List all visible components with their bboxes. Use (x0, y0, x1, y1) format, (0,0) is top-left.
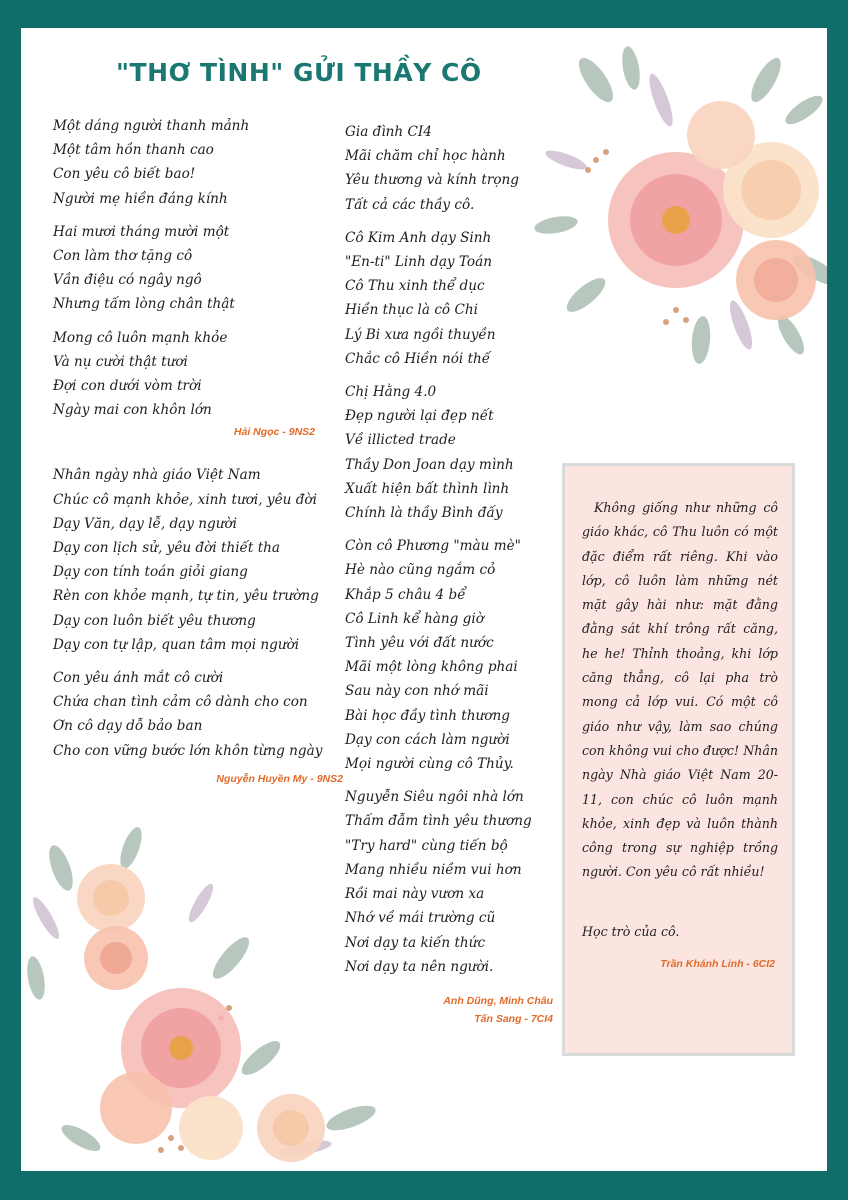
note-text: Không giống như những cô giáo khác, cô Thu luôn có một đặc điểm rất riêng. Khi vào lớp, cô luôn làm những nét mặt gây hài như: mặt đằng đằng sát khí trông rất căng, he he! Thỉnh thoảng, khi lớp căng thẳng, cô lại pha trò mong cả lớp vui. Có một cô giáo như vậy, làm sao chúng con không vui cho được! Nhân ngày Nhà giáo Việt Nam 20-11, con chúc cô luôn mạnh khỏe, xinh đẹp và luôn thành công trong sự nghiệp trồng người. Con yêu cô rất nhiều! (582, 500, 778, 880)
poem-line: Nhân ngày nhà giáo Việt Nam (53, 467, 261, 484)
poem-line: Mãi chăm chỉ học hành (345, 148, 506, 165)
note-box (562, 463, 795, 1056)
poem-line: Dạy con tính toán giỏi giang (53, 564, 248, 581)
poem-line: Mãi một lòng không phai (345, 659, 518, 676)
poem-line: Thấm đẫm tình yêu thương (345, 813, 532, 830)
poem-line: Lý Bi xưa ngồi thuyền (345, 326, 496, 343)
poem-line: Và nụ cười thật tươi (53, 353, 188, 370)
poem-line: Tất cả các thầy cô. (345, 196, 475, 213)
poem-line: Chị Hằng 4.0 (345, 384, 437, 401)
poem-line: Một tâm hồn thanh cao (53, 142, 214, 159)
poem-line: Cô Kim Anh dạy Sinh (345, 229, 492, 246)
stanza (345, 380, 565, 525)
poem-line: Vần điệu có ngây ngô (53, 272, 202, 289)
poem-line: Xuất hiện bất thình lình (345, 480, 510, 497)
poem-line: Mang nhiều niềm vui hơn (345, 861, 522, 878)
poem-author: Nguyễn Huyền My - 9NS2 (216, 772, 343, 785)
poem-line: Mong cô luôn mạnh khỏe (53, 329, 228, 346)
stanza (53, 220, 343, 317)
poem-line: Tình yêu với đất nước (345, 635, 494, 652)
poem-line: Nơi dạy ta nên người. (345, 958, 494, 975)
poem-line: Nhớ về mái trường cũ (345, 910, 496, 927)
stanza (53, 463, 343, 657)
stanza (53, 326, 343, 423)
poem-line: Cho con vững bước lớn khôn từng ngày (53, 742, 323, 759)
poem-line: Ơn cô dạy dỗ bảo ban (53, 718, 203, 735)
poem-line: "En-ti" Linh dạy Toán (345, 254, 492, 271)
poem-line: Chứa chan tình cảm cô dành cho con (53, 694, 308, 711)
poem-line: Con làm thơ tặng cô (53, 248, 193, 265)
poem-line: Dạy con cách làm người (345, 731, 510, 748)
poem-line: Chắc cô Hiền nói thế (345, 350, 491, 367)
poem-line: Nhưng tấm lòng chân thật (53, 296, 235, 313)
poem-line: Dạy con lịch sử, yêu đời thiết tha (53, 540, 281, 557)
poem-line: Sau này con nhớ mãi (345, 683, 489, 700)
poem-line: Ngày mai con khôn lớn (53, 402, 212, 419)
note-signature: Học trò của cô. (582, 924, 680, 939)
poem-line: Rèn con khỏe mạnh, tự tin, yêu trường (53, 588, 319, 605)
poem-line: Cô Linh kể hàng giờ (345, 610, 484, 627)
poem-author: Hải Ngọc - 9NS2 (233, 426, 315, 439)
poem-line: Đợi con dưới vòm trời (53, 378, 202, 395)
poem-line: Thầy Don Joan dạy mình (345, 456, 514, 473)
poem-line: Cô Thu xinh thể dục (345, 278, 485, 295)
poem-line: Còn cô Phương "màu mè" (345, 538, 521, 555)
poem-line: Rồi mai này vươn xa (345, 886, 485, 903)
poem-line: Nơi dạy ta kiến thức (345, 934, 486, 951)
poem-column-middle (345, 120, 565, 1025)
poem-line: "Try hard" cùng tiến bộ (345, 837, 508, 854)
poem-line: Con yêu cô biết bao! (53, 166, 196, 183)
poem-line: Người mẹ hiền đáng kính (53, 190, 228, 207)
page-title: "THƠ TÌNH" GỬI THẦY CÔ (116, 58, 482, 87)
poem-line: Dạy Văn, dạy lễ, dạy người (53, 515, 238, 532)
floral-decoration-bottom-left (21, 808, 401, 1171)
stanza (53, 666, 343, 763)
floral-decoration-top-right (526, 40, 827, 370)
stanza (345, 785, 565, 979)
poem-author: Anh Dũng, Minh Châu (443, 994, 553, 1007)
stanza (53, 114, 343, 211)
poem-line: Bài học đầy tình thương (345, 707, 510, 724)
poem-line: Yêu thương và kính trọng (345, 172, 519, 189)
poem-line: Gia đình CI4 (345, 124, 432, 140)
poem-author: Tấn Sang - 7CI4 (474, 1012, 553, 1025)
stanza (345, 120, 565, 217)
poem-line: Đẹp người lại đẹp nết (345, 408, 494, 425)
poster-page (21, 28, 827, 1171)
poem-line: Dạy con tự lập, quan tâm mọi người (53, 636, 300, 653)
stanza (345, 534, 565, 776)
poem-line: Chúc cô mạnh khỏe, xinh tươi, yêu đời (53, 491, 317, 508)
poem-line: Con yêu ánh mắt cô cười (53, 670, 224, 687)
poem-line: Hè nào cũng ngắm cỏ (345, 562, 496, 579)
stanza (345, 226, 565, 371)
poem-line: Mọi người cùng cô Thủy. (345, 756, 514, 773)
poem-line: Dạy con luôn biết yêu thương (53, 612, 256, 629)
poem-column-left (53, 114, 343, 785)
poem-line: Một dáng người thanh mảnh (53, 118, 250, 134)
poem-huyen-my (53, 463, 343, 784)
poem-line: Chính là thầy Bình đấy (345, 505, 503, 522)
poem-line: Hiền thục là cô Chi (345, 302, 478, 319)
note-author: Trần Khánh Linh - 6CI2 (660, 958, 775, 970)
poem-line: Khắp 5 châu 4 bể (345, 586, 466, 603)
poem-hai-ngoc (53, 114, 343, 438)
poem-line: Về illicted trade (345, 432, 456, 449)
poem-line: Hai mươi tháng mười một (53, 223, 230, 240)
poem-line: Nguyễn Siêu ngôi nhà lớn (345, 789, 524, 806)
